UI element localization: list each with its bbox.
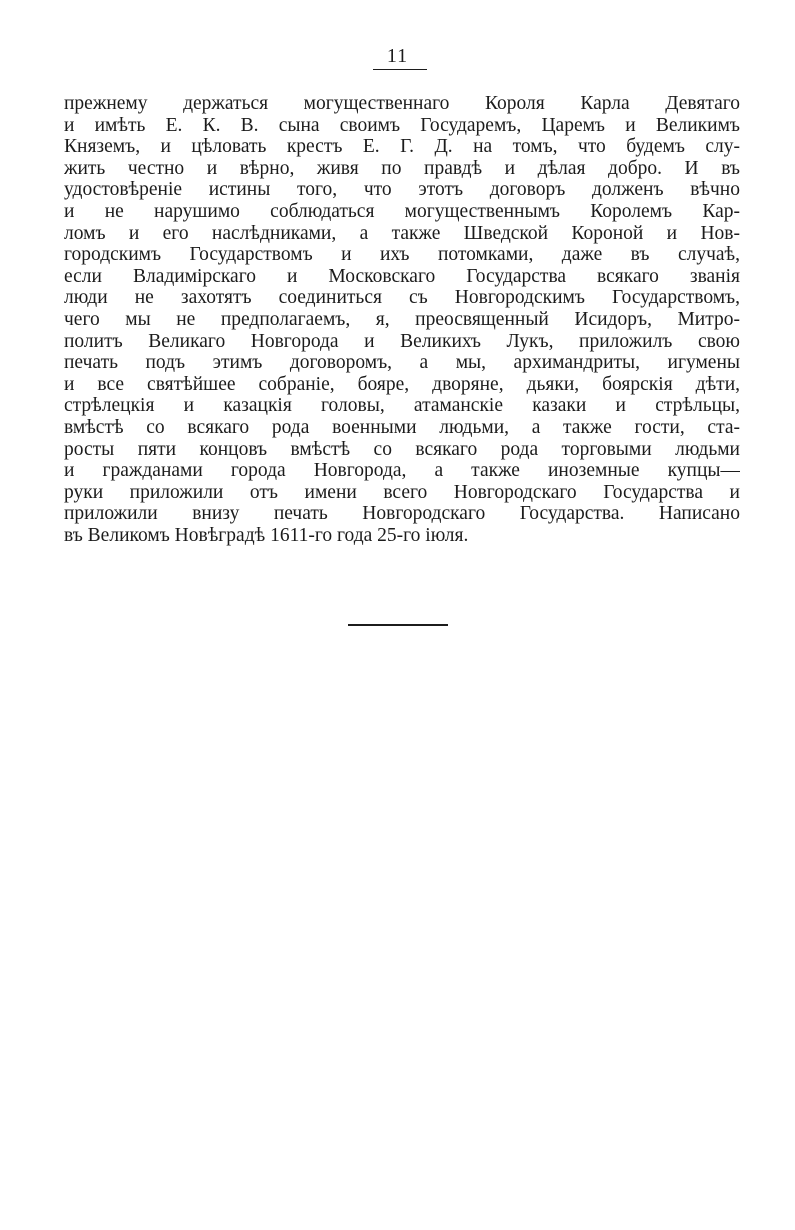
text-line: Княземъ, и цѣловать крестъ Е. Г. Д. на томъ, что будемъ слу-	[64, 136, 740, 158]
text-line: стрѣлецкія и казацкія головы, атаманскіе казаки и стрѣльцы,	[64, 395, 740, 417]
text-line: удостовѣреніе истины того, что этотъ договоръ долженъ вѣчно	[64, 179, 740, 201]
page-number-underline	[373, 69, 427, 70]
text-line: печать подъ этимъ договоромъ, а мы, архимандриты, игумены	[64, 352, 740, 374]
text-line: руки приложили отъ имени всего Новгородскаго Государства и	[64, 481, 740, 503]
text-line: прежнему держаться могущественнаго Короля Карла Девятаго	[64, 93, 740, 114]
text-line: приложили внизу печать Новгородскаго Государства. Написано	[64, 503, 740, 525]
text-line: и имѣть Е. К. В. сына своимъ Государемъ, Царемъ и Великимъ	[64, 114, 740, 136]
section-end-rule	[348, 624, 448, 626]
text-line: и гражданами города Новгорода, а также иноземные купцы—	[64, 460, 740, 482]
text-line: жить честно и вѣрно, живя по правдѣ и дѣлая добро. И въ	[64, 157, 740, 179]
text-line: вмѣстѣ со всякаго рода военными людьми, а также гости, ста-	[64, 416, 740, 438]
text-line: если Владимірскаго и Московскаго Государства всякаго званія	[64, 265, 740, 287]
text-line: городскимъ Государствомъ и ихъ потомками, даже въ случаѣ,	[64, 244, 740, 266]
body-text	[64, 93, 740, 546]
text-line: политъ Великаго Новгорода и Великихъ Лукъ, приложилъ свою	[64, 330, 740, 352]
text-line: и все святѣйшее собраніе, бояре, дворяне, дьяки, боярскія дѣти,	[64, 373, 740, 395]
text-line: ломъ и его наслѣдниками, а также Шведской Короной и Нов-	[64, 222, 740, 244]
text-line-final: въ Великомъ Новѣградѣ 1611-го года 25-го іюля.	[64, 524, 469, 546]
text-line: росты пяти концовъ вмѣстѣ со всякаго рода торговыми людьми	[64, 438, 740, 460]
text-line: люди не захотятъ соединиться съ Новгородскимъ Государствомъ,	[64, 287, 740, 309]
text-line: чего мы не предполагаемъ, я, преосвященный Исидоръ, Митро-	[64, 308, 740, 330]
text-line: и не нарушимо соблюдаться могущественнымъ Королемъ Кар-	[64, 200, 740, 222]
page-number: 11	[386, 45, 409, 67]
